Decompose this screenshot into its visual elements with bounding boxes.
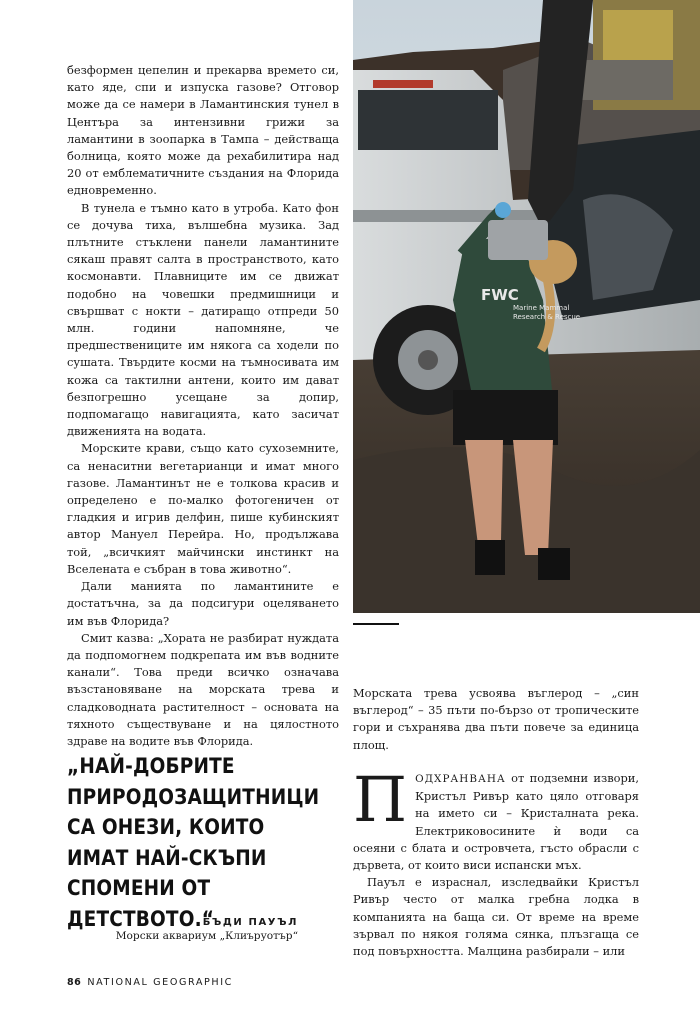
- shirt-text: Marine Mammal: [513, 304, 570, 312]
- pull-quote: „НАЙ-ДОБРИТЕ ПРИРОДОЗАЩИТНИЦИ СА ОНЕЗИ, КОИТО ИМАТ НАЙ-СКЪПИ СПОМЕНИ ОТ ДЕТСТВОТО.“: [67, 754, 320, 932]
- magazine-name: NATIONAL GEOGRAPHIC: [87, 977, 233, 988]
- paragraph-text: от подземни извори, Кристъл Ривър като цяло отговаря на името си – Кристалната река. Електриковосините ѝ води са осеяни с блата и островчета, гъсто обрасли с дървета, от които виси испански мъх.: [353, 771, 639, 873]
- quote-affiliation: Морски аквариум „Клиъруотър“: [115, 930, 298, 942]
- photo-caption: Морската трева усвоява въглерод – „син въглерод“ – 35 пъти по-бързо от тропическите гори и съхранява два пъти повече за единица площ.: [353, 686, 639, 752]
- paragraph: В тунела е тъмно като в утроба. Като фон се дочува тиха, вълшебна музика. Зад плътните стъклени панели ламантините сякаш правят салта в пространството, като космонавти. Плавниците им се движат подобно на човешки предмишници и свършват с нокти – датиращо отпреди 50 млн. години напомняне, че предшествениците им някога са ходели по сушата. Твърдите косми на тъмносивата им кожа са тактилни антени, които им дават безпогрешно усещане за допир, подпомагащо навигацията, като засичат движенията на водата.: [67, 200, 339, 439]
- quote-author: БЪДИ ПАУЪЛ: [202, 917, 298, 928]
- shirt-text: Research & Rescue: [513, 313, 581, 321]
- paragraph: Смит казва: „Хората не разбират нуждата да подпомогнем подкрепата им във водните канали“. Това преди всичко означава възстановяване на морската трева и сладководната растителност – основата на тяхното съществуване и на цялостното здраве на водите във Флорида.: [67, 630, 339, 748]
- caption-divider: [353, 623, 399, 625]
- left-text-column: [67, 62, 339, 750]
- quote-attribution: [38, 917, 298, 942]
- page-number: 86: [67, 977, 82, 988]
- paragraph: Морските крави, също като сухоземните, са ненаситни вегетарианци и имат много газове. Ламантинът не е толкова красив и определено е по-малко фотогеничен от гладкия и игрив делфин, пише кубинският автор Мануел Перейра. Но, продължава той, „всичкият майчински инстинкт на Вселената е събран в това животно“.: [67, 441, 339, 576]
- paragraph: [353, 763, 639, 874]
- lead-in: ОДХРАНВАНА: [415, 773, 506, 785]
- shirt-logo: FWC: [481, 286, 519, 304]
- right-text-column: [353, 763, 639, 960]
- paragraph: Дали манията по ламантините е достатъчна, за да подсигури оцеляването им във Флорида?: [67, 579, 339, 628]
- drop-cap: П: [353, 763, 408, 836]
- page-footer: [67, 977, 233, 988]
- paragraph: безформен цепелин и прекарва времето си, като яде, спи и изпуска газове? Отговор може да се намери в Ламантинския тунел в Центъра за интензивни грижи за ламантини в зоопарка в Тампа – действаща болница, която може да рехабилитира над 20 от емблематичните създания на Флорида едновременно.: [67, 63, 339, 198]
- paragraph: Пауъл е израснал, изследвайки Кристъл Ривър често от малка гребна лодка в компанията на баща си. От време на време зървал по някоя голяма сянка, плъзгаща се под повърхността. Малцина разбирали – или: [353, 875, 639, 959]
- article-photo: [353, 0, 700, 613]
